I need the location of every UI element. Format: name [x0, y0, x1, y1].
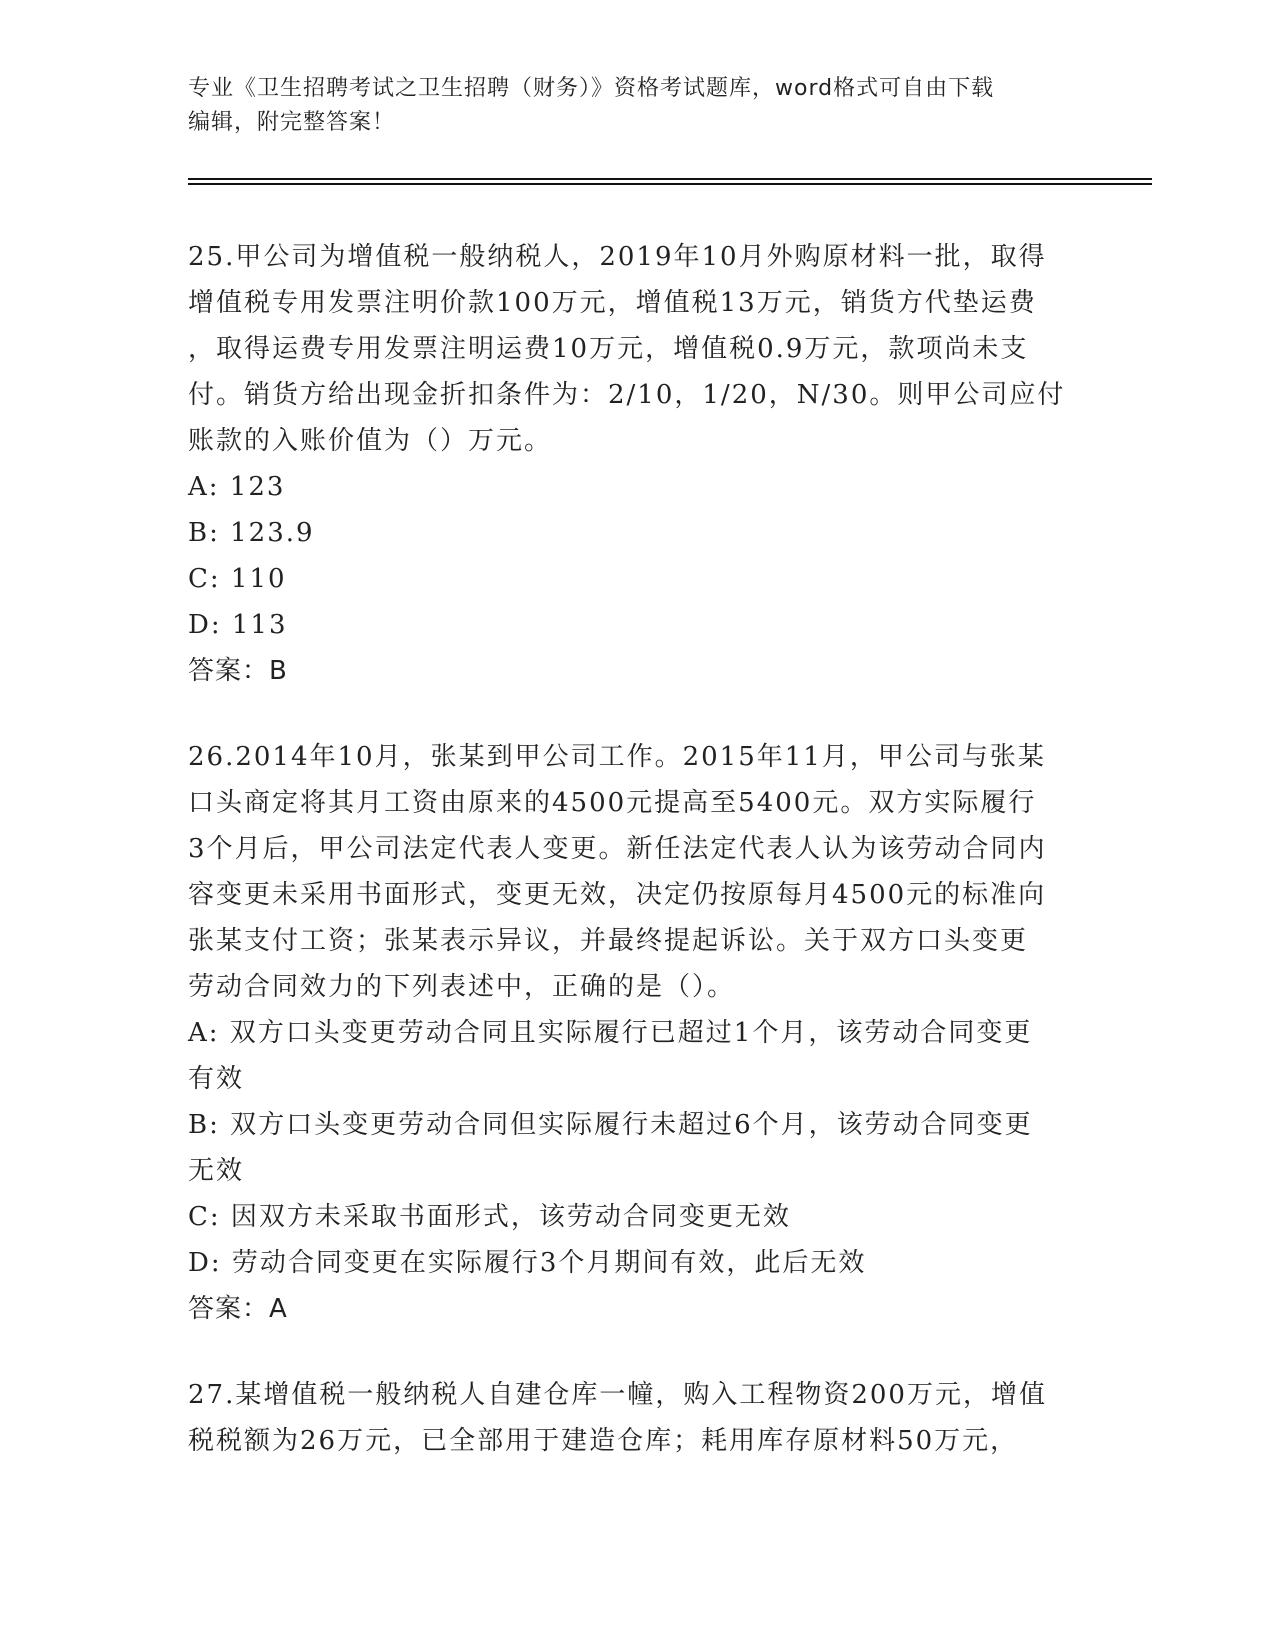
question-text-line: 增值税专用发票注明价款100万元，增值税13万元，销货方代垫运费: [188, 288, 1037, 318]
question-text-line: 劳动合同效力的下列表述中，正确的是（）。: [188, 972, 736, 1002]
option-a: A: 双方口头变更劳动合同且实际履行已超过1个月，该劳动合同变更: [188, 1018, 1033, 1048]
question-26: [188, 734, 1078, 1332]
header-divider-bottom: [188, 183, 1152, 185]
option-b: B: 双方口头变更劳动合同但实际履行未超过6个月，该劳动合同变更: [188, 1110, 1033, 1140]
answer-label: 答案：B: [188, 656, 288, 686]
question-text-line: 25.甲公司为增值税一般纳税人，2019年10月外购原材料一批，取得: [188, 242, 1047, 272]
option-d: D: 113: [188, 610, 288, 640]
question-25: [188, 234, 1078, 694]
question-text-line: 27.某增值税一般纳税人自建仓库一幢，购入工程物资200万元，增值: [188, 1380, 1047, 1410]
question-text-line: 张某支付工资；张某表示异议，并最终提起诉讼。关于双方口头变更: [188, 926, 1029, 956]
document-header: [188, 72, 1088, 140]
header-divider-top: [188, 178, 1152, 180]
option-a: A: 123: [188, 472, 286, 502]
question-text-line: 付。销货方给出现金折扣条件为：2/10，1/20，N/30。则甲公司应付: [188, 380, 1066, 410]
question-text-line: 3个月后，甲公司法定代表人变更。新任法定代表人认为该劳动合同内: [188, 834, 1047, 864]
option-a-continued: 有效: [188, 1064, 245, 1094]
question-27: [188, 1372, 1078, 1464]
answer-label: 答案：A: [188, 1294, 288, 1324]
question-text-line: 口头商定将其月工资由原来的4500元提高至5400元。双方实际履行: [188, 788, 1037, 818]
option-c: C: 110: [188, 564, 287, 594]
question-text-line: 账款的入账价值为（）万元。: [188, 426, 553, 456]
question-text-line: ，取得运费专用发票注明运费10万元，增值税0.9万元，款项尚未支: [188, 334, 1029, 364]
option-b-continued: 无效: [188, 1156, 245, 1186]
option-d: D: 劳动合同变更在实际履行3个月期间有效，此后无效: [188, 1248, 867, 1278]
question-text-line: 税税额为26万元，已全部用于建造仓库；耗用库存原材料50万元，: [188, 1426, 1019, 1456]
question-text-line: 容变更未采用书面形式，变更无效，决定仍按原每月4500元的标准向: [188, 880, 1047, 910]
option-b: B: 123.9: [188, 518, 315, 548]
header-line-1: 专业《卫生招聘考试之卫生招聘（财务）》资格考试题库，word格式可自由下载: [188, 76, 995, 101]
option-c: C: 因双方未采取书面形式，该劳动合同变更无效: [188, 1202, 791, 1232]
header-line-2: 编辑，附完整答案！: [188, 110, 396, 135]
question-text-line: 26.2014年10月，张某到甲公司工作。2015年11月，甲公司与张某: [188, 742, 1046, 772]
